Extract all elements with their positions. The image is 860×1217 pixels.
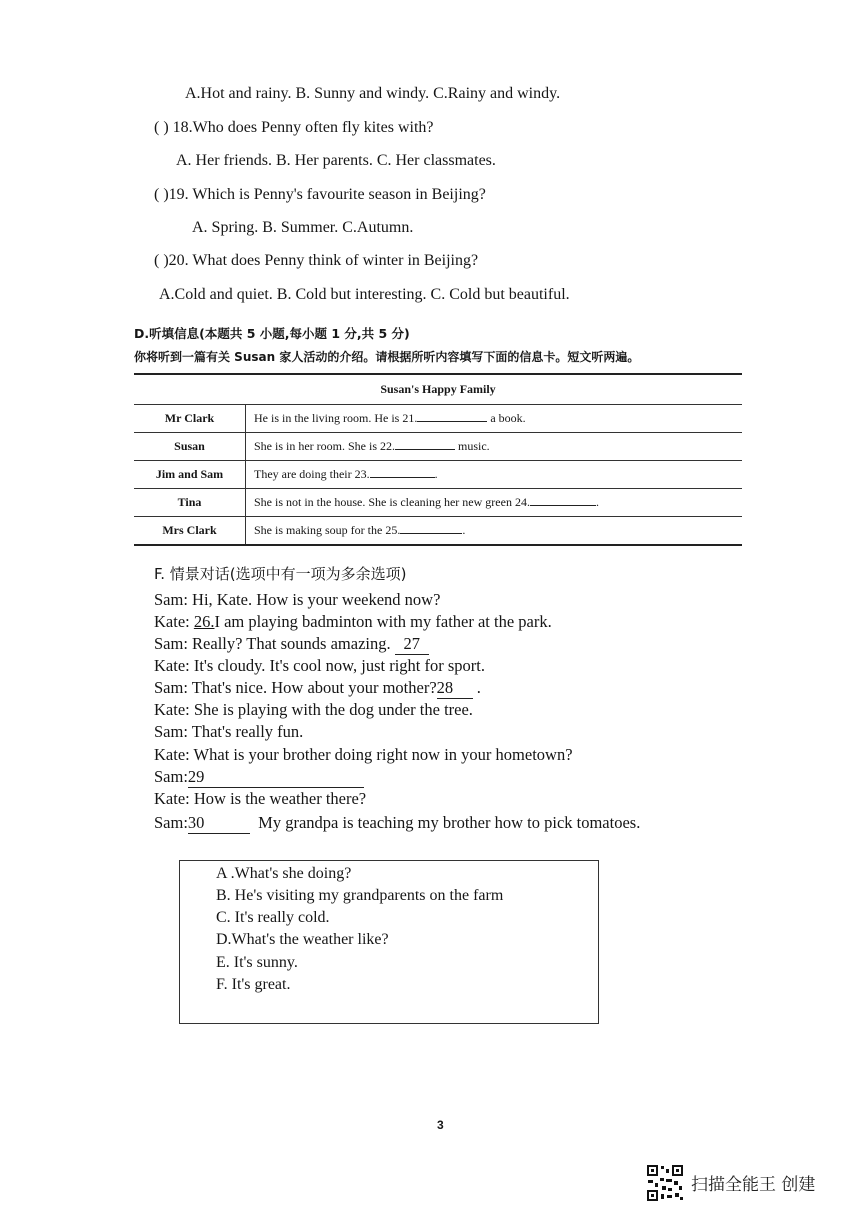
table-row — [134, 489, 742, 517]
dialog-line-9: Sam:29 — [154, 767, 364, 788]
blank-30[interactable]: 30 — [188, 813, 250, 834]
row-info: She is making soup for the 25. . — [246, 517, 743, 546]
dialog-line-7: Sam: That's really fun. — [154, 722, 304, 741]
option-a: A .What's she doing? — [216, 865, 352, 882]
option-c: C. It's really cold. — [216, 909, 330, 926]
q18-stem: ( ) 18.Who does Penny often fly kites with? — [154, 119, 434, 136]
scanner-watermark: 扫描全能王 创建 — [691, 1175, 816, 1195]
row-name: Mr Clark — [134, 405, 246, 433]
row-info: They are doing their 23. . — [246, 461, 743, 489]
dialog-line-6: Kate: She is playing with the dog under the tree. — [154, 700, 473, 719]
blank-23[interactable] — [370, 477, 435, 478]
dialog-line-11: Sam:30 My grandpa is teaching my brother how to pick tomatoes. — [154, 813, 641, 832]
blank-25[interactable] — [400, 533, 462, 534]
section-d-instruction: 你将听到一篇有关 Susan 家人活动的介绍。请根据所听内容填写下面的信息卡。短文听两遍。 — [134, 350, 640, 364]
blank-28[interactable]: 28 — [437, 678, 473, 699]
row-info: She is in her room. She is 22. music. — [246, 433, 743, 461]
dialog-line-4: Kate: It's cloudy. It's cool now, just right for sport. — [154, 656, 486, 675]
dialog-line-10: Kate: How is the weather there? — [154, 789, 367, 808]
info-card-table — [134, 373, 742, 546]
row-name: Jim and Sam — [134, 461, 246, 489]
q17-options: A.Hot and rainy. B. Sunny and windy. C.Rainy and windy. — [185, 85, 561, 102]
option-b: B. He's visiting my grandparents on the farm — [216, 887, 504, 904]
table-row — [134, 461, 742, 489]
info-card-title: Susan's Happy Family — [134, 374, 742, 405]
table-row — [134, 517, 742, 546]
table-row — [134, 405, 742, 433]
q20-options: A.Cold and quiet. B. Cold but interesting. C. Cold but beautiful. — [159, 286, 570, 303]
row-name: Tina — [134, 489, 246, 517]
qr-code-icon — [646, 1164, 684, 1202]
blank-22[interactable] — [395, 449, 455, 450]
section-f-heading: F. 情景对话(选项中有一项为多余选项) — [154, 565, 407, 583]
table-row — [134, 433, 742, 461]
option-f: F. It's great. — [216, 976, 291, 993]
option-e: E. It's sunny. — [216, 954, 298, 971]
q19-stem: ( )19. Which is Penny's favourite season in Beijing? — [154, 186, 486, 203]
dialog-line-3: Sam: Really? That sounds amazing. 27 — [154, 634, 429, 655]
option-d: D.What's the weather like? — [216, 931, 389, 948]
row-info: She is not in the house. She is cleaning her new green 24. . — [246, 489, 743, 517]
blank-29[interactable]: 29 — [188, 767, 364, 788]
dialog-line-5: Sam: That's nice. How about your mother?28 . — [154, 678, 481, 697]
blank-24[interactable] — [530, 505, 596, 506]
row-info: He is in the living room. He is 21. a book. — [246, 405, 743, 433]
dialog-line-2: Kate: 26.I am playing badminton with my father at the park. — [154, 612, 552, 631]
dialog-line-1: Sam: Hi, Kate. How is your weekend now? — [154, 590, 441, 609]
section-d-heading: D.听填信息(本题共 5 小题,每小题 1 分,共 5 分) — [134, 326, 410, 341]
page-number: 3 — [437, 1118, 444, 1132]
q20-stem: ( )20. What does Penny think of winter in Beijing? — [154, 252, 479, 269]
row-name: Susan — [134, 433, 246, 461]
options-box — [179, 860, 599, 1024]
blank-21[interactable] — [417, 421, 487, 422]
dialog-line-8: Kate: What is your brother doing right now in your hometown? — [154, 745, 573, 764]
blank-27[interactable]: 27 — [395, 634, 429, 655]
row-name: Mrs Clark — [134, 517, 246, 546]
q19-options: A. Spring. B. Summer. C.Autumn. — [192, 219, 414, 236]
q18-options: A. Her friends. B. Her parents. C. Her classmates. — [176, 152, 496, 169]
blank-26[interactable]: 26. — [193, 612, 215, 631]
